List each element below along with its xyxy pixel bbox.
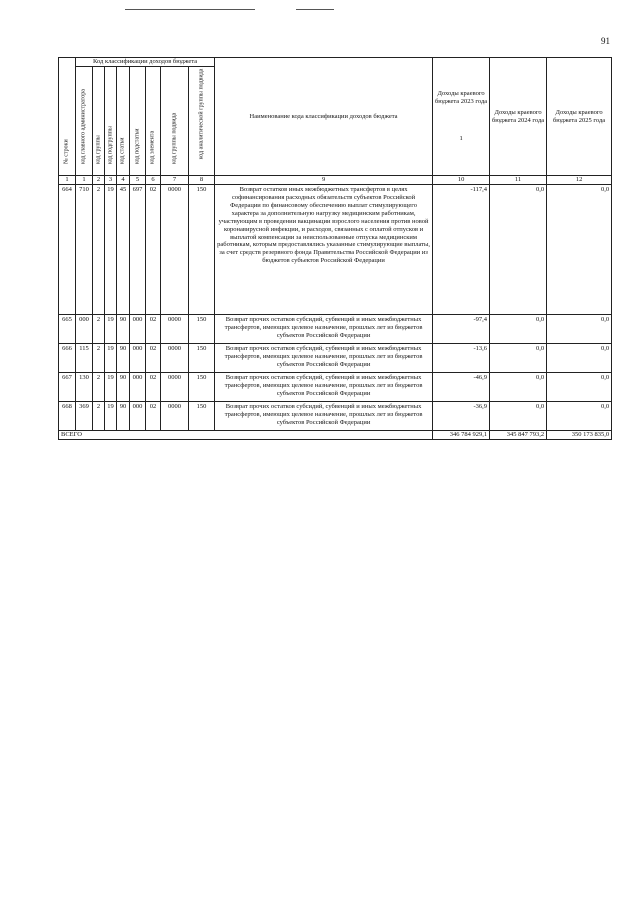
cell-admin: 369 <box>76 402 93 431</box>
cell-article: 90 <box>117 344 130 373</box>
cell-subgroup: 19 <box>105 185 117 315</box>
header-program-group: код группы подвида <box>161 67 189 176</box>
col-num: 1 <box>59 176 76 185</box>
cell-2025: 0,0 <box>547 373 612 402</box>
top-line-right <box>296 9 334 10</box>
header-2025: Доходы краевого бюджета 2025 года <box>547 58 612 176</box>
page-number: 91 <box>601 36 610 46</box>
cell-element: 02 <box>146 185 161 315</box>
cell-admin: 000 <box>76 315 93 344</box>
cell-article: 45 <box>117 185 130 315</box>
column-numbers-row <box>59 176 612 185</box>
cell-name: Возврат прочих остатков субсидий, субвенций и иных межбюджетных трансфертов, имеющих целевое назначение, прошлых лет из бюджетов субъектов Российской Федерации <box>215 315 433 344</box>
cell-2024: 0,0 <box>490 185 547 315</box>
cell-group: 2 <box>93 402 105 431</box>
col-num: 11 <box>490 176 547 185</box>
cell-article: 90 <box>117 315 130 344</box>
cell-name: Возврат прочих остатков субсидий, субвенций и иных межбюджетных трансфертов, имеющих целевое назначение, прошлых лет из бюджетов субъектов Российской Федерации <box>215 402 433 431</box>
col-num: 10 <box>433 176 490 185</box>
total-label: ВСЕГО <box>59 431 433 440</box>
cell-admin: 115 <box>76 344 93 373</box>
header-name: Наименование кода классификации доходов бюджета <box>215 58 433 176</box>
header-2023: Доходы краевого бюджета 2023 года 1 <box>433 58 490 176</box>
cell-element: 02 <box>146 402 161 431</box>
cell-group: 2 <box>93 373 105 402</box>
cell-analytic-group: 150 <box>189 373 215 402</box>
cell-program-group: 0000 <box>161 344 189 373</box>
cell-subarticle: 000 <box>130 315 146 344</box>
table-row <box>59 344 612 373</box>
budget-table <box>58 57 612 440</box>
header-group: код группы <box>93 67 105 176</box>
cell-2023: -36,9 <box>433 402 490 431</box>
cell-admin: 710 <box>76 185 93 315</box>
cell-element: 02 <box>146 373 161 402</box>
cell-2023: -46,9 <box>433 373 490 402</box>
cell-name: Возврат остатков иных межбюджетных трансфертов в целях софинансирования расходных обязательств субъектов Российской Федерации по финансовому обеспечению выплат стимулирующего характера за дополнительную нагрузку медицинским работникам, участвующим в проведении вакцинации взрослого населения против новой коронавирусной инфекции, и расходов, связанных с оплатой отпусков и выплатой компенсации за неиспользованные отпуска медицинским работникам, которым предоставлялись указанные стимулирующие выплаты, за счет средств резервного фонда Правительства Российской Федерации из бюджетов субъектов Российской Федерации <box>215 185 433 315</box>
cell-name: Возврат прочих остатков субсидий, субвенций и иных межбюджетных трансфертов, имеющих целевое назначение, прошлых лет из бюджетов субъектов Российской Федерации <box>215 344 433 373</box>
col-num: 7 <box>161 176 189 185</box>
cell-program-group: 0000 <box>161 373 189 402</box>
top-line-left <box>125 9 255 10</box>
total-2024: 345 847 793,2 <box>490 431 547 440</box>
col-num: 9 <box>215 176 433 185</box>
cell-subgroup: 19 <box>105 344 117 373</box>
cell-2023: -13,6 <box>433 344 490 373</box>
table-row <box>59 373 612 402</box>
cell-2024: 0,0 <box>490 373 547 402</box>
header-group-title: Код классификации доходов бюджета <box>76 58 215 67</box>
cell-2024: 0,0 <box>490 402 547 431</box>
header-2024: Доходы краевого бюджета 2024 года <box>490 58 547 176</box>
total-row <box>59 431 612 440</box>
cell-group: 2 <box>93 315 105 344</box>
cell-2025: 0,0 <box>547 402 612 431</box>
cell-article: 90 <box>117 402 130 431</box>
cell-program-group: 0000 <box>161 315 189 344</box>
header-element: код элемента <box>146 67 161 176</box>
cell-subgroup: 19 <box>105 315 117 344</box>
table-row <box>59 185 612 315</box>
cell-row-no: 668 <box>59 402 76 431</box>
col-num: 8 <box>189 176 215 185</box>
header-row-no: № строки <box>59 58 76 176</box>
header-analytic-group: код аналитической группы подвида <box>189 67 215 176</box>
header-admin: код главного администратора <box>76 67 93 176</box>
cell-group: 2 <box>93 185 105 315</box>
cell-analytic-group: 150 <box>189 344 215 373</box>
cell-subarticle: 000 <box>130 402 146 431</box>
cell-2024: 0,0 <box>490 315 547 344</box>
cell-row-no: 664 <box>59 185 76 315</box>
cell-row-no: 665 <box>59 315 76 344</box>
cell-2025: 0,0 <box>547 185 612 315</box>
cell-article: 90 <box>117 373 130 402</box>
cell-analytic-group: 150 <box>189 185 215 315</box>
col-num: 3 <box>105 176 117 185</box>
cell-group: 2 <box>93 344 105 373</box>
header-article: код статьи <box>117 67 130 176</box>
cell-element: 02 <box>146 315 161 344</box>
cell-subgroup: 19 <box>105 402 117 431</box>
cell-subarticle: 697 <box>130 185 146 315</box>
cell-2024: 0,0 <box>490 344 547 373</box>
cell-subarticle: 000 <box>130 373 146 402</box>
col-num: 2 <box>93 176 105 185</box>
cell-admin: 130 <box>76 373 93 402</box>
total-2023: 346 784 929,1 <box>433 431 490 440</box>
header-subgroup: код подгруппы <box>105 67 117 176</box>
cell-element: 02 <box>146 344 161 373</box>
cell-subarticle: 000 <box>130 344 146 373</box>
cell-2023: -117,4 <box>433 185 490 315</box>
cell-analytic-group: 150 <box>189 402 215 431</box>
col-num: 1 <box>76 176 93 185</box>
cell-program-group: 0000 <box>161 402 189 431</box>
cell-analytic-group: 150 <box>189 315 215 344</box>
header-mark: 1 <box>459 135 463 143</box>
cell-name: Возврат прочих остатков субсидий, субвенций и иных межбюджетных трансфертов, имеющих целевое назначение, прошлых лет из бюджетов субъектов Российской Федерации <box>215 373 433 402</box>
table-row <box>59 402 612 431</box>
cell-program-group: 0000 <box>161 185 189 315</box>
cell-subgroup: 19 <box>105 373 117 402</box>
col-num: 4 <box>117 176 130 185</box>
cell-2023: -97,4 <box>433 315 490 344</box>
cell-row-no: 667 <box>59 373 76 402</box>
cell-row-no: 666 <box>59 344 76 373</box>
cell-2025: 0,0 <box>547 315 612 344</box>
col-num: 5 <box>130 176 146 185</box>
total-2025: 350 173 835,0 <box>547 431 612 440</box>
header-subarticle: код подстатьи <box>130 67 146 176</box>
col-num: 6 <box>146 176 161 185</box>
table-row <box>59 315 612 344</box>
col-num: 12 <box>547 176 612 185</box>
cell-2025: 0,0 <box>547 344 612 373</box>
